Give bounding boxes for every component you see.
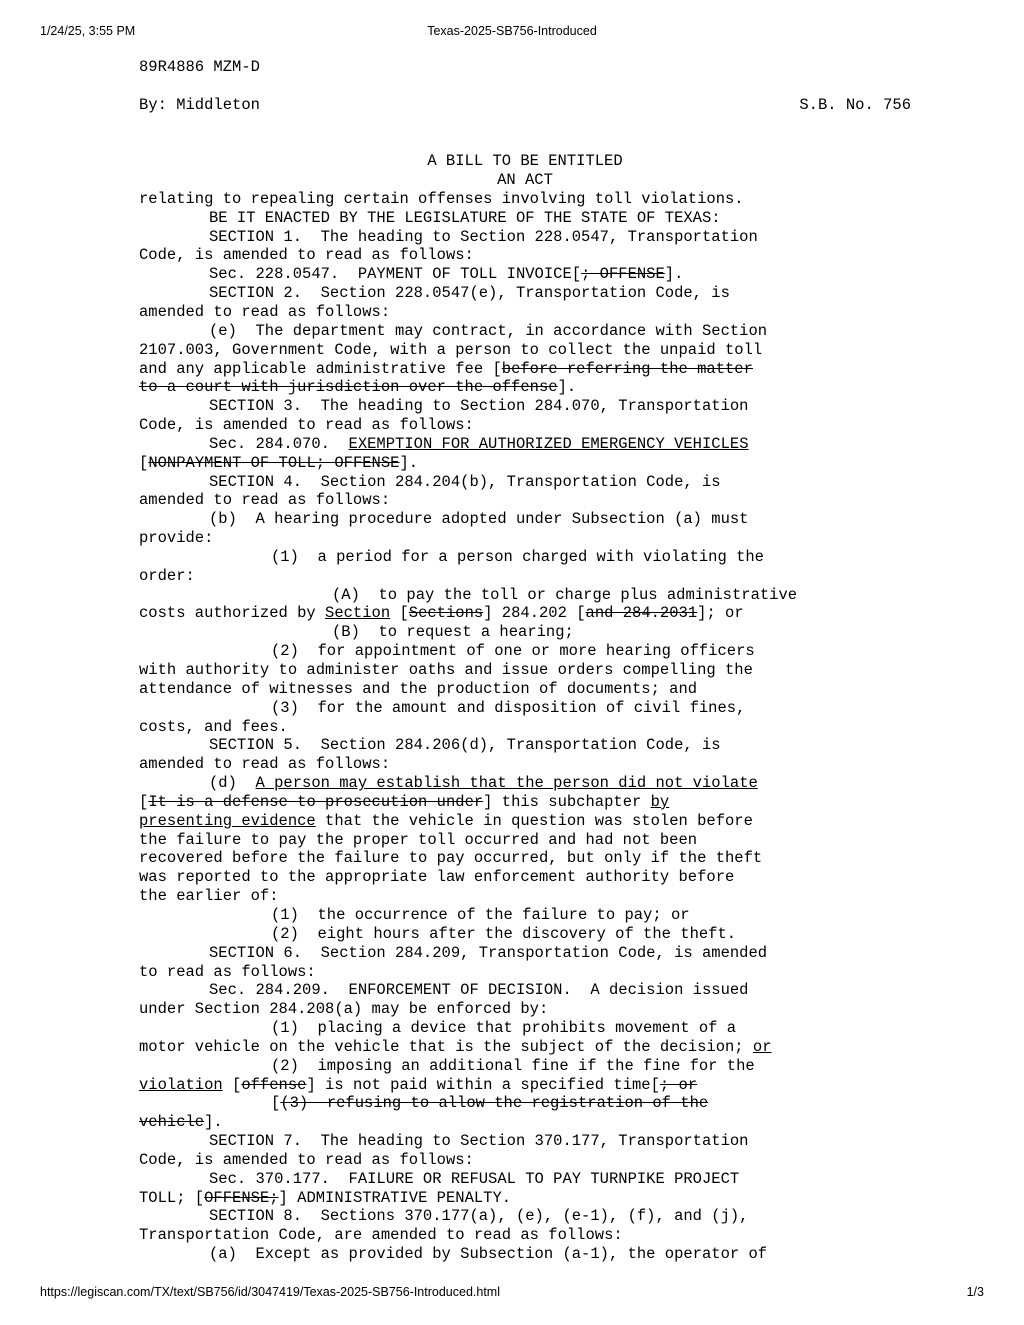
bill-subtitle: AN ACT <box>497 171 553 190</box>
section-3-line: SECTION 3. The heading to Section 284.070, Transportation <box>209 397 749 416</box>
section-5-line: (d) A person may establish that the person did not violate <box>209 774 758 793</box>
page-number: 1/3 <box>966 1285 984 1299</box>
inserted-text: violation <box>139 1075 223 1094</box>
section-4-line: (A) to pay the toll or charge plus administrative <box>332 585 798 604</box>
section-1-line: Code, is amended to read as follows: <box>139 246 474 265</box>
section-2-line: 2107.003, Government Code, with a person to collect the unpaid toll <box>139 340 763 359</box>
print-title: Texas-2025-SB756-Introduced <box>427 24 597 38</box>
section-5-line: (1) the occurrence of the failure to pay; or <box>271 905 690 924</box>
section-6-line: to read as follows: <box>139 962 316 981</box>
section-5-line: was reported to the appropriate law enforcement authority before <box>139 868 735 887</box>
section-6-line: (2) imposing an additional fine if the fine for the <box>271 1056 755 1075</box>
bill-number: S.B. No. 756 <box>799 95 911 114</box>
deleted-text: Sections <box>408 604 484 623</box>
section-3-line: [NONPAYMENT OF TOLL; OFFENSE]. <box>139 453 419 472</box>
bill-document <box>139 58 939 1264</box>
inserted-text: Section <box>325 604 391 623</box>
section-4-line: (1) a period for a person charged with violating the <box>271 547 764 566</box>
inserted-text: or <box>752 1037 772 1056</box>
section-4-line: (b) A hearing procedure adopted under Subsection (a) must <box>209 510 749 529</box>
deleted-text: ; or <box>659 1075 698 1094</box>
bill-caption: relating to repealing certain offenses involving toll violations. <box>139 189 744 208</box>
section-6-line: violation [offense] is not paid within a specified time[; or <box>139 1075 698 1094</box>
section-6-line: Sec. 284.209. ENFORCEMENT OF DECISION. A decision issued <box>209 981 749 1000</box>
section-5-line: (2) eight hours after the discovery of the theft. <box>271 924 737 943</box>
section-6-line: under Section 284.208(a) may be enforced by: <box>139 1000 549 1019</box>
deleted-text: OFFENSE; <box>204 1188 279 1207</box>
section-3-line: Code, is amended to read as follows: <box>139 416 474 435</box>
section-7-line: SECTION 7. The heading to Section 370.177, Transportation <box>209 1132 749 1151</box>
section-4-line: amended to read as follows: <box>139 491 391 510</box>
section-7-line: Code, is amended to read as follows: <box>139 1150 474 1169</box>
section-1-line: SECTION 1. The heading to Section 228.0547, Transportation <box>209 227 758 246</box>
section-1-heading: Sec. 228.0547. PAYMENT OF TOLL INVOICE[; OFFENSE]. <box>209 265 684 284</box>
section-6-line: (1) placing a device that prohibits movement of a <box>271 1019 737 1038</box>
inserted-text: presenting evidence <box>139 811 316 830</box>
section-2-line: SECTION 2. Section 228.0547(e), Transportation Code, is <box>209 284 730 303</box>
section-6-line: motor vehicle on the vehicle that is the subject of the decision; or <box>139 1037 772 1056</box>
deleted-text: and 284.2031 <box>585 604 698 623</box>
section-4-line: (B) to request a hearing; <box>332 623 574 642</box>
section-5-line: [It is a defense to prosecution under] this subchapter by <box>139 792 670 811</box>
section-5-line: recovered before the failure to pay occurred, but only if the theft <box>139 849 763 868</box>
author-line <box>139 96 939 115</box>
section-7-heading: Sec. 370.177. FAILURE OR REFUSAL TO PAY TURNPIKE PROJECT <box>209 1169 740 1188</box>
print-header <box>40 24 984 42</box>
deleted-text: NONPAYMENT OF TOLL; OFFENSE <box>148 453 400 472</box>
print-url: https://legiscan.com/TX/text/SB756/id/3047419/Texas-2025-SB756-Introduced.html <box>40 1285 500 1299</box>
deleted-text: (3) refusing to allow the registration of the <box>280 1094 709 1113</box>
bill-code: 89R4886 MZM-D <box>139 58 260 76</box>
section-7-line: TOLL; [OFFENSE;] ADMINISTRATIVE PENALTY. <box>139 1188 512 1207</box>
print-footer <box>40 1285 984 1303</box>
section-4-line: order: <box>139 566 195 585</box>
section-5-line: presenting evidence that the vehicle in question was stolen before <box>139 811 753 830</box>
inserted-text: EXEMPTION FOR AUTHORIZED EMERGENCY VEHICLES <box>348 434 749 453</box>
section-8-line: SECTION 8. Sections 370.177(a), (e), (e-1), (f), and (j), <box>209 1207 749 1226</box>
bill-title: A BILL TO BE ENTITLED <box>427 152 623 171</box>
inserted-text: A person may establish that the person did not violate <box>255 774 758 793</box>
section-8-line: Transportation Code, are amended to read as follows: <box>139 1226 623 1245</box>
inserted-text: by <box>650 792 670 811</box>
section-4-line: (3) for the amount and disposition of civil fines, <box>271 698 746 717</box>
section-6-line: [(3) refusing to allow the registration of the <box>271 1094 709 1113</box>
section-5-line: amended to read as follows: <box>139 755 391 774</box>
section-6-line: vehicle]. <box>139 1113 223 1132</box>
section-2-line: and any applicable administrative fee [before referring the matter <box>139 359 753 378</box>
print-datetime: 1/24/25, 3:55 PM <box>40 24 136 38</box>
section-5-line: the failure to pay the proper toll occurred and had not been <box>139 830 698 849</box>
section-4-line: SECTION 4. Section 284.204(b), Transportation Code, is <box>209 472 721 491</box>
section-2-line: to a court with jurisdiction over the offense]. <box>139 378 577 397</box>
enacting-clause: BE IT ENACTED BY THE LEGISLATURE OF THE STATE OF TEXAS: <box>209 208 721 227</box>
bill-author: By: Middleton <box>139 95 260 114</box>
section-8-line: (a) Except as provided by Subsection (a-1), the operator of <box>209 1245 768 1264</box>
section-3-heading: Sec. 284.070. EXEMPTION FOR AUTHORIZED EMERGENCY VEHICLES <box>209 434 749 453</box>
section-2-line: amended to read as follows: <box>139 302 391 321</box>
deleted-text: ; OFFENSE <box>581 265 665 284</box>
section-6-line: SECTION 6. Section 284.209, Transportation Code, is amended <box>209 943 768 962</box>
section-2-line: (e) The department may contract, in accordance with Section <box>209 321 768 340</box>
deleted-text: offense <box>241 1075 307 1094</box>
deleted-text: It is a defense to prosecution under <box>148 792 484 811</box>
section-4-line: (2) for appointment of one or more hearing officers <box>271 642 755 661</box>
section-4-line: costs, and fees. <box>139 717 288 736</box>
section-4-line: with authority to administer oaths and issue orders compelling the <box>139 661 753 679</box>
section-4-line: costs authorized by Section [Sections] 284.202 [and 284.2031]; or <box>139 604 744 623</box>
section-5-line: SECTION 5. Section 284.206(d), Transportation Code, is <box>209 736 721 755</box>
section-4-line: provide: <box>139 529 214 548</box>
deleted-text: before referring the matter <box>501 359 753 378</box>
section-4-line: attendance of witnesses and the production of documents; and <box>139 679 698 698</box>
section-5-line: the earlier of: <box>139 887 279 906</box>
deleted-text: vehicle <box>139 1113 205 1132</box>
deleted-text: to a court with jurisdiction over the offense <box>139 378 558 397</box>
